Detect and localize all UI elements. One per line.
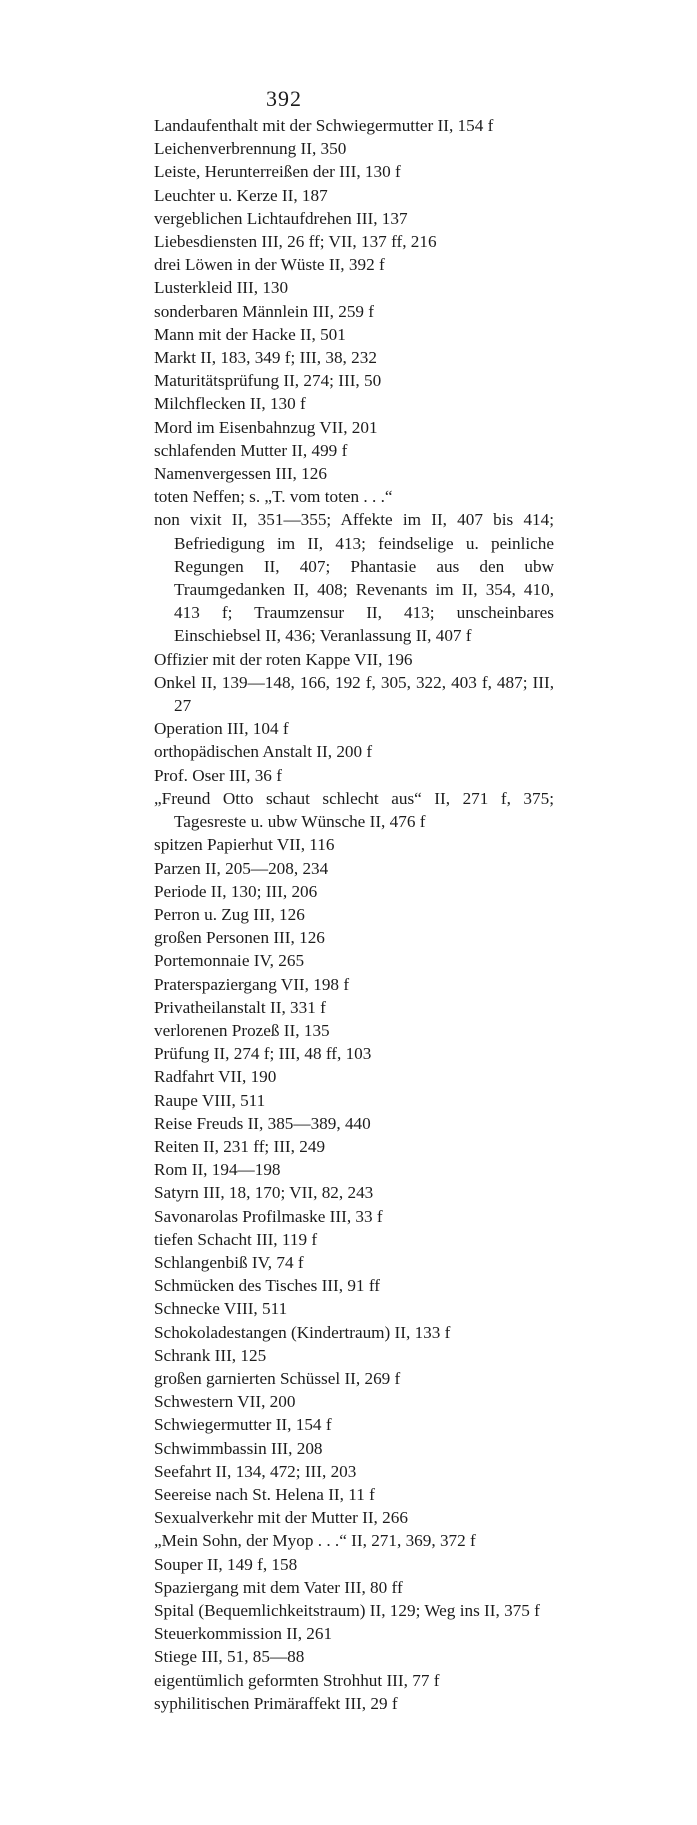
index-entry: Offizier mit der roten Kappe VII, 196 [154,649,413,669]
index-entry: tiefen Schacht III, 119 f [154,1229,318,1249]
index-entry: Souper II, 149 f, 158 [154,1554,298,1574]
index-entry: Portemonnaie IV, 265 [154,951,305,971]
index-entry: Sexualverkehr mit der Mutter II, 266 [154,1508,408,1528]
index-entry: eigentümlich geformten Strohhut III, 77 f [154,1670,440,1690]
index-entry: Perron u. Zug III, 126 [154,904,305,924]
index-entry: Spital (Bequemlichkeitstraum) II, 129; Weg ins II, 375 f [154,1601,540,1620]
index-entry: Stiege III, 51, 85—88 [154,1647,305,1667]
index-entry: Markt II, 183, 349 f; III, 38, 232 [154,348,377,368]
index-entry: Milchflecken II, 130 f [154,394,306,414]
index-entry: vergeblichen Lichtaufdrehen III, 137 [154,208,408,228]
index-entry: Maturitätsprüfung II, 274; III, 50 [154,371,382,391]
index-entry: Privatheilanstalt II, 331 f [154,997,326,1017]
index-entry: „Mein Sohn, der Myop . . .“ II, 271, 369, 372 f [154,1531,476,1551]
index-entry: orthopädischen Anstalt II, 200 f [154,742,373,762]
index-entry: Periode II, 130; III, 206 [154,881,318,901]
index-entry: Praterspaziergang VII, 198 f [154,974,350,994]
index-entry: Leichenverbrennung II, 350 [154,139,347,159]
index-entry: Liebesdiensten III, 26 ff; VII, 137 ff, 216 [154,232,437,252]
index-entry: Leiste, Herunterreißen der III, 130 f [154,162,401,182]
index-entry: Raupe VIII, 511 [154,1090,266,1110]
index-entry: Mord im Eisenbahnzug VII, 201 [154,417,378,437]
index-entry: Schlangenbiß IV, 74 f [154,1252,304,1272]
index-entry: Radfahrt VII, 190 [154,1067,277,1087]
index-entry: Satyrn III, 18, 170; VII, 82, 243 [154,1183,374,1203]
index-entry: drei Löwen in der Wüste II, 392 f [154,255,385,275]
index-entry: Rom II, 194—198 [154,1160,281,1180]
index-entry: Seefahrt II, 134, 472; III, 203 [154,1461,357,1481]
index-entry: Steuerkommission II, 261 [154,1624,333,1644]
index-entry: Savonarolas Profilmaske III, 33 f [154,1206,383,1226]
index-entry: Operation III, 104 f [154,719,289,739]
index-entry: Schwiegermutter II, 154 f [154,1415,332,1435]
index-entry: spitzen Papierhut VII, 116 [154,835,335,855]
index-entry: Prof. Oser III, 36 f [154,765,282,785]
index-entry: sonderbaren Männlein III, 259 f [154,301,375,321]
index-entry: großen garnierten Schüssel II, 269 f [154,1368,401,1388]
index-entry: Schnecke VIII, 511 [154,1299,288,1319]
index-entry: Schmücken des Tisches III, 91 ff [154,1276,380,1296]
index-entry: toten Neffen; s. „T. vom toten . . .“ [154,487,393,507]
page-number: 392 [266,86,302,111]
index-entry: schlafenden Mutter II, 499 f [154,440,348,460]
index-entry: großen Personen III, 126 [154,928,325,948]
index-entry: syphilitischen Primäraffekt III, 29 f [154,1693,398,1713]
index-entry: Mann mit der Hacke II, 501 [154,324,346,344]
index-entry: non vixit II, 351—355; Affekte im II, 407 bis 414; Befriedigung im II, 413; feindselige u. peinliche Regungen II, 407; Phantasie aus den ubw Traumgedanken II, 408; Revenants im II, 354, 410, 413 f; Traumzensur II, 413; unscheinbares Einschiebsel II, 436; Veranlassung II, 407 f [154,510,554,646]
index-entry: verlorenen Prozeß II, 135 [154,1020,330,1040]
index-entry: Prüfung II, 274 f; III, 48 ff, 103 [154,1044,372,1064]
index-entries [154,114,554,1715]
index-entry: Namenvergessen III, 126 [154,464,327,484]
index-entry: Spaziergang mit dem Vater III, 80 ff [154,1577,403,1597]
index-entry: Leuchter u. Kerze II, 187 [154,185,328,205]
index-entry: Landaufenthalt mit der Schwiegermutter II, 154 f [154,116,494,135]
index-entry: Onkel II, 139—148, 166, 192 f, 305, 322, 403 f, 487; III, 27 [154,672,554,716]
index-entry: „Freund Otto schaut schlecht aus“ II, 271 f, 375; Tagesreste u. ubw Wünsche II, 476 f [154,788,554,832]
index-entry: Schokoladestangen (Kindertraum) II, 133 f [154,1322,451,1342]
index-entry: Schrank III, 125 [154,1345,267,1365]
index-entry: Seereise nach St. Helena II, 11 f [154,1484,375,1504]
index-entry: Lusterkleid III, 130 [154,278,289,298]
index-entry: Parzen II, 205—208, 234 [154,858,329,878]
index-entry: Schwestern VII, 200 [154,1392,296,1412]
index-entry: Schwimmbassin III, 208 [154,1438,323,1458]
index-entry: Reiten II, 231 ff; III, 249 [154,1136,326,1156]
index-entry: Reise Freuds II, 385—389, 440 [154,1113,371,1133]
